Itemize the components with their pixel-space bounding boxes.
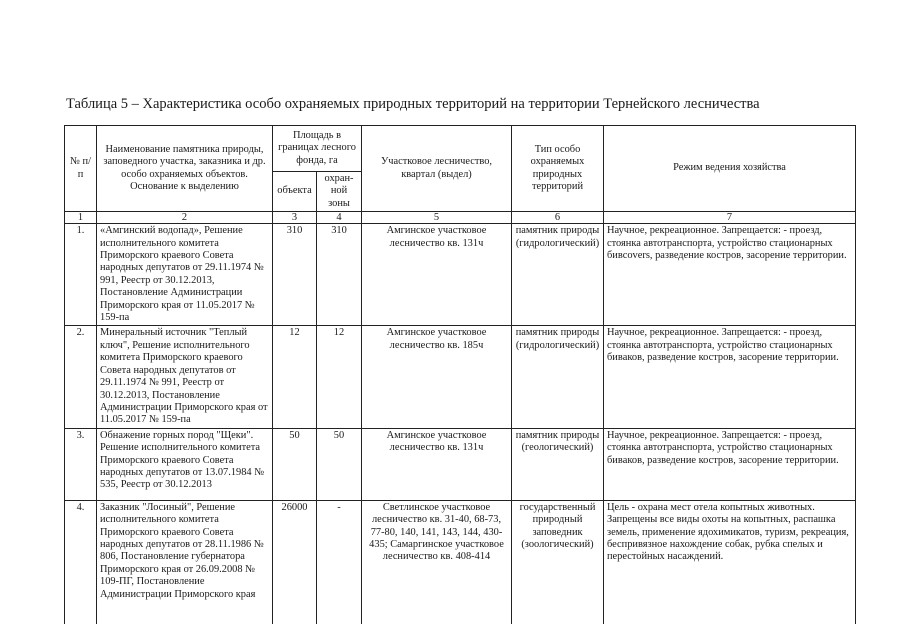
header-area: Площадь в границах лесного фонда, га — [273, 126, 362, 172]
row-name: «Амгинский водопад», Решение исполнительного комитета Приморского краевого Совета народных депутатов от 29.11.1974 № 991, Реестр от 30.12.2013, Постановление Администрации Приморского края от 11.05.2017 № 159-па — [97, 224, 273, 326]
header-forestry: Участковое лесничество, квартал (выдел) — [362, 126, 512, 212]
row-name: Заказник "Лосиный", Решение исполнительного комитета Приморского краевого Совета народных депутатов от 28.11.1986 № 806, Постановление губернатора Приморского края от 26.09.2008 № 109-ПГ, Постановление Администрации Приморского края — [97, 500, 273, 624]
table-row — [65, 500, 856, 624]
row-regime: Цель - охрана мест отела копытных животных. Запрещены все виды охоты на копытных, распашка земель, применение ядохимикатов, туризм, рекреация, беспривязное нахождение собак, рубка спелых и перестойных насаждений. — [604, 500, 856, 624]
row-forestry: Амгинское участковое лесничество кв. 131ч — [362, 428, 512, 500]
table-title: Таблица 5 – Характеристика особо охраняемых природных территорий на территории Тернейского лесничества — [66, 96, 760, 112]
column-number: 5 — [362, 212, 512, 224]
column-number: 3 — [273, 212, 317, 224]
header-type: Тип особо охраняемых природных территорий — [512, 126, 604, 212]
table-row — [65, 326, 856, 428]
row-area-object: 50 — [273, 428, 317, 500]
row-area-zone: 50 — [317, 428, 362, 500]
row-num: 2. — [65, 326, 97, 428]
row-num: 3. — [65, 428, 97, 500]
column-number: 4 — [317, 212, 362, 224]
row-regime: Научное, рекреационное. Запрещается: - проезд, стоянка автотранспорта, устройство стационарных бивaков, разведение костров, засорение территории. — [604, 326, 856, 428]
column-number: 7 — [604, 212, 856, 224]
row-type: памятник природы (геологический) — [512, 428, 604, 500]
row-forestry: Амгинское участковое лесничество кв. 131ч — [362, 224, 512, 326]
row-area-object: 12 — [273, 326, 317, 428]
row-forestry: Светлинское участковое лесничество кв. 31-40, 68-73, 77-80, 140, 141, 143, 144, 430-435; Самаргинское участковое лесничество кв. 408-414 — [362, 500, 512, 624]
column-number: 1 — [65, 212, 97, 224]
row-num: 4. — [65, 500, 97, 624]
row-type: государственный природный заповедник (зоологический) — [512, 500, 604, 624]
header-regime: Режим ведения хозяйства — [604, 126, 856, 212]
row-regime: Научное, рекреационное. Запрещается: - проезд, стоянка автотранспорта, устройство стационарных бивaков, разведение костров, засорение территории. — [604, 428, 856, 500]
table-row — [65, 428, 856, 500]
row-area-object: 26000 — [273, 500, 317, 624]
row-num: 1. — [65, 224, 97, 326]
header-num: № п/п — [65, 126, 97, 212]
row-area-object: 310 — [273, 224, 317, 326]
row-forestry: Амгинское участковое лесничество кв. 185ч — [362, 326, 512, 428]
header-area-object: объекта — [273, 172, 317, 212]
row-type: памятник природы (гидрологический) — [512, 326, 604, 428]
row-area-zone: 310 — [317, 224, 362, 326]
column-number: 2 — [97, 212, 273, 224]
row-area-zone: - — [317, 500, 362, 624]
row-regime: Научное, рекреационное. Запрещается: - проезд, стоянка автотранспорта, устройство стационарных бивcovers, разведение костров, засорение территории. — [604, 224, 856, 326]
header-name: Наименование памятника природы, заповедного участка, заказника и др. особо охраняемых объектов. Основание к выделению — [97, 126, 273, 212]
column-number: 6 — [512, 212, 604, 224]
table-row — [65, 224, 856, 326]
header-area-zone: охран-ной зоны — [317, 172, 362, 212]
protected-areas-table — [64, 125, 856, 624]
row-name: Обнажение горных пород "Щеки". Решение исполнительного комитета Приморского краевого Совета народных депутатов от 13.07.1984 № 535, Реестр от 30.12.2013 — [97, 428, 273, 500]
row-type: памятник природы (гидрологический) — [512, 224, 604, 326]
row-name: Минеральный источник "Теплый ключ", Решение исполнительного комитета Приморского краевого Совета народных депутатов от 29.11.1974 № 991, Реестр от 30.12.2013, Постановление Администрации Приморского края от 11.05.2017 № 159-па — [97, 326, 273, 428]
row-area-zone: 12 — [317, 326, 362, 428]
